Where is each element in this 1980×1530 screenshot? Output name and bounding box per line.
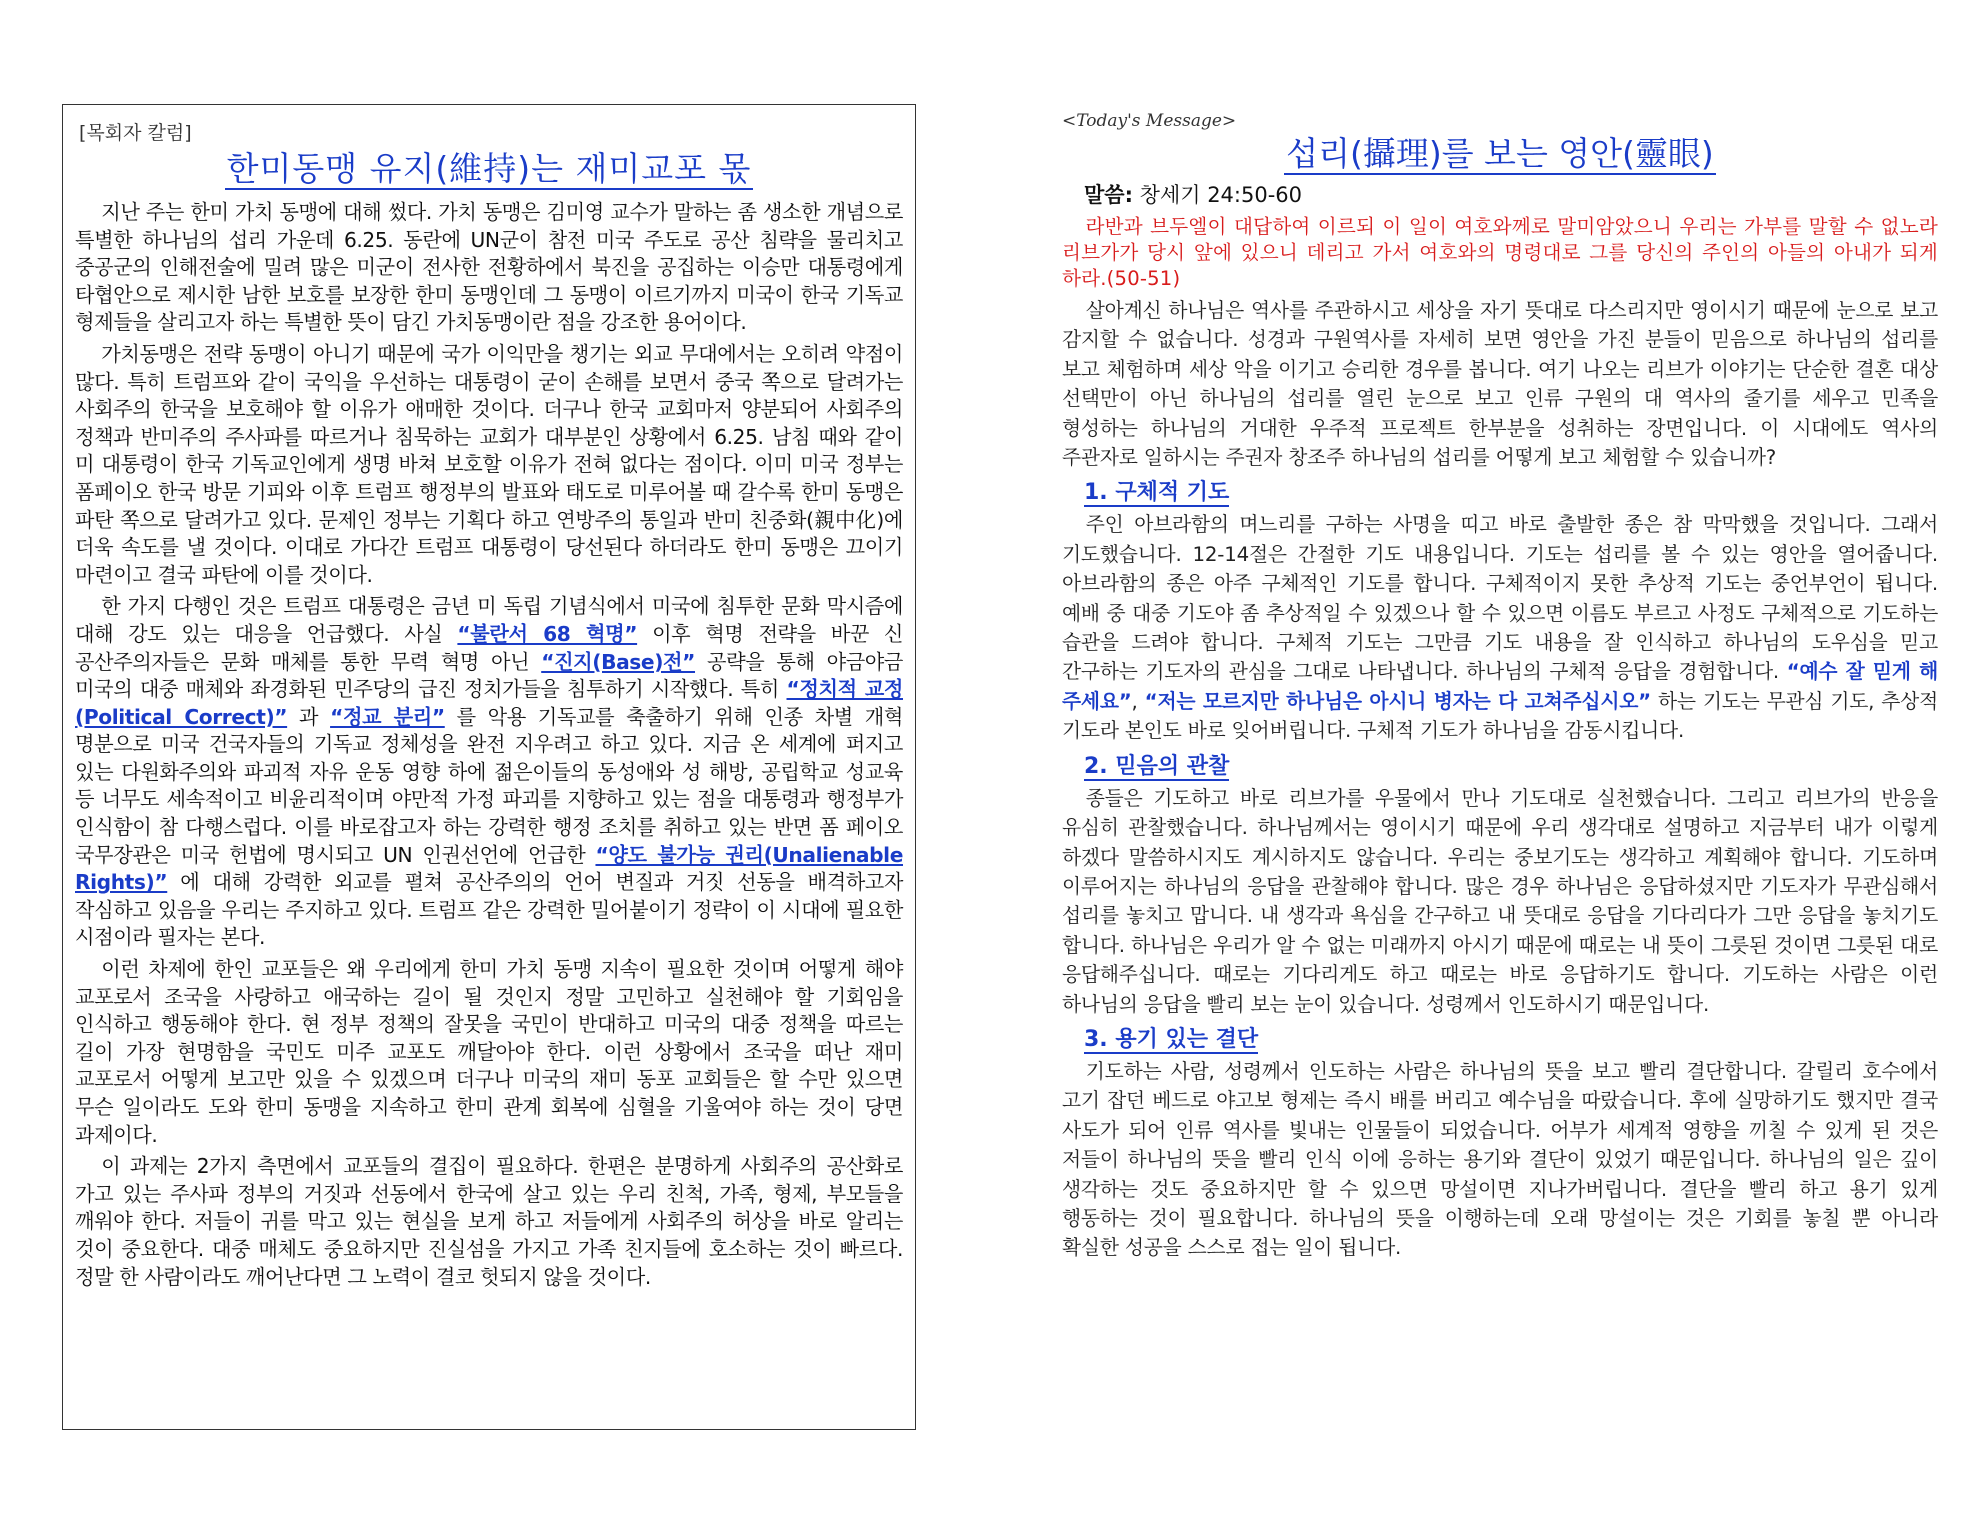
p3-text-b: 이후 혁명 전략을 바꾼 신 공산주의자들은 문화 매체를 통한 무력 혁명 아닌 [75,621,903,674]
highlight-separation: “정교 분리” [330,704,445,729]
column-paragraph-2: 가치동맹은 전략 동맹이 아니기 때문에 국가 이익만을 챙기는 외교 무대에서는 오히려 약점이 많다. 특히 트럼프와 같이 국익을 우선하는 대통령이 굳이 손해를 보면서 중국 쪽으로 달려가는 사회주의 한국을 보호해야 할 이유가 애매한 것이다. 더구나 한국 교회마저 양분되어 사회주의 정책과 반미주의 주사파를 따르거나 침묵하는 교회가 대부분인 상황에서 6.25. 남침 때와 같이 미 대통령이 한국 기독교인에게 생명 바쳐 보호할 이유가 전혀 없다는 점이다. 이미 미국 정부는 폼페이오 한국 방문 기피와 이후 트럼프 행정부의 발표와 태도로 미루어볼 때 갈수록 한미 동맹은 파탄 쪽으로 달려가고 있다. 문제인 정부는 기획다 하고 연방주의 통일과 반미 친중화(親中化)에 더욱 속도를 낼 것이다. 이대로 가다간 트럼프 대통령이 당선된다 하더라도 한미 동맹은 끄이기 마련이고 결국 파탄에 이를 것이다. [75,341,903,587]
section-2-body: 종들은 기도하고 바로 리브가를 우물에서 만나 기도대로 실천했습니다. 그리고 리브가의 반응을 유심히 관찰했습니다. 하나님께서는 영이시기 때문에 우리 생각대로 설명하고 지금부터 내가 이렇게 하겠다 말씀하시지도 계시하지도 않습니다. 우리는 중보기도는 생각하고 계획해야 합니다. 기도하며 이루어지는 하나님의 응답을 관찰해야 합니다. 많은 경우 하나님은 응답하셨지만 기도자가 무관심해서 섭리를 놓치고 맙니다. 내 생각과 욕심을 간구하고 내 뜻대로 응답을 기다리다가 그만 응답을 놓치기도 합니다. 하나님은 우리가 알 수 없는 미래까지 아시기 때문에 때로는 내 뜻이 그릇된 것이면 그릇된 대로 응답해주십니다. 때로는 기다리게도 하고 때로는 바로 응답하기도 합니다. 기도하는 사람은 이런 하나님의 응답을 빨리 보는 눈이 있습니다. 성령께서 인도하시기 때문입니다. [1062,786,1938,1016]
section-1-body [1062,510,1938,745]
quote-2: “저는 모르지만 하나님은 아시니 병자는 다 고쳐주십시오” [1144,689,1651,713]
column-paragraph-4: 이런 차제에 한인 교포들은 왜 우리에게 한미 가치 동맹 지속이 필요한 것이며 어떻게 해야 교포로서 조국을 사랑하고 애국하는 길이 될 것인지 정말 고민하고 실천해야 할 기회임을 인식하고 행동해야 한다. 현 정부 정책의 잘못을 국민이 반대하고 미국의 대중 정책을 따르는 길이 가장 현명함을 국민도 미주 교포도 깨달아야 한다. 이런 상황에서 조국을 떠난 재미 교포로서 어떻게 보고만 있을 수 있겠으며 더구나 미국의 재미 동포 교회들은 할 수만 있으면 무슨 일이라도 도와 한미 동맹을 지속하고 한미 관계 회복에 심혈을 기울여야 하는 것이 당면 과제이다. [75,957,903,1147]
scripture-reference [1084,180,1938,210]
section-heading-2 [1084,752,1938,784]
quote-1: “예수 잘 믿게 해 주세요” [1062,660,1938,713]
column-title-text: 한미동맹 유지(維持)는 재미교포 몫 [226,149,752,188]
p3-text-d: 과 [287,704,331,729]
column-title [75,149,903,193]
highlight-base-war: “진지(Base)전” [541,649,696,674]
highlight-political-correct: “정치적 교정(Political Correct)” [75,677,903,729]
p3-text-e: 를 악용 기독교를 축출하기 위해 인종 차별 개혁 명분으로 미국 건국자들의 기독교 정체성을 완전 지우려고 하고 있다. 지금 온 세계에 퍼지고 있는 다원화주의와 파괴적 자유 운동 영향 하에 젊은이들의 동성애와 성 해방, 공립학교 성교육 등 너무도 세속적이고 비윤리적이며 야만적 가정 파괴를 지향하고 있는 점을 대통령과 행정부가 인식함이 참 다행스럽다. 이를 바로잡고자 하는 강력한 행정 조치를 취하고 있는 반면 폼 페이오 국무장관은 미국 헌법에 명시되고 UN 인권선언에 언급한 [75,704,903,867]
section-heading-3-text: 3. 용기 있는 결단 [1084,1026,1259,1052]
highlight-unalienable-rights: “양도 불가능 권리(Unalienable Rights)” [75,842,903,895]
pastor-column-box [62,104,916,1430]
sermon-intro: 살아계신 하나님은 역사를 주관하시고 세상을 자기 뜻대로 다스리지만 영이시기 때문에 눈으로 보고 감지할 수 없습니다. 성경과 구원역사를 자세히 보면 영안을 가진 분들이 믿음으로 하나님의 섭리를 보고 체험하며 세상 악을 이기고 승리한 경우를 봅니다. 여기 나오는 리브가 이야기는 단순한 결혼 대상 선택만이 아닌 하나님의 섭리를 열린 눈으로 보고 인류 구원의 대 역사의 줄기를 세우고 민족을 형성하는 하나님의 거대한 우주적 프로젝트 한부분을 성취하는 장면입니다. 이 시대에도 역사의 주관자로 일하시는 주권자 창조주 하나님의 섭리를 어떻게 보고 체험할 수 있습니까? [1062,299,1938,470]
column-paragraph-1: 지난 주는 한미 가치 동맹에 대해 썼다. 가치 동맹은 김미영 교수가 말하는 좀 생소한 개념으로 특별한 하나님의 섭리 가운데 6.25. 동란에 UN군이 참전 미국 주도로 공산 침략을 물리치고 중공군의 인해전술에 밀려 많은 미군이 전사한 전황하에서 북진을 공집하는 이승만 대통령에게 타협안으로 제시한 남한 보호를 보장한 한미 동맹인데 그 동맹이 이르기까지 미국이 한국 기독교 형제들을 살리고자 하는 특별한 뜻이 담긴 가치동맹이란 점을 강조한 용어이다. [75,200,903,335]
p3-text-a: 한 가지 다행인 것은 트럼프 대통령은 금년 미 독립 기념식에서 미국에 침투한 문화 막시즘에 대해 강도 있는 대응을 언급했다. 사실 [75,594,903,646]
section-3-body: 기도하는 사람, 성령께서 인도하는 사람은 하나님의 뜻을 보고 빨리 결단합니다. 갈릴리 호수에서 고기 잡던 베드로 야고보 형제는 즉시 배를 버리고 예수님을 따랐습니다. 후에 실망하기도 했지만 결국 사도가 되어 인류 역사를 빛내는 인물들이 되었습니다. 어부가 세계적 영향을 끼칠 수 있게 된 것은 저들이 하나님의 뜻을 빨리 인식 이에 응하는 용기와 결단이 있었기 때문입니다. 하나님의 일은 깊이 생각하는 것도 중요하지만 할 수 있으면 망설이면 지나가버립니다. 결단을 빨리 하고 용기 있게 행동하는 것이 필요합니다. 하나님의 뜻을 이행하는데 오래 망설이는 것은 기회를 놓칠 뿐 아니라 확실한 성공을 스스로 접는 일이 됩니다. [1062,1059,1938,1260]
column-paragraph-5: 이 과제는 2가지 측면에서 교포들의 결집이 필요하다. 한편은 분명하게 사회주의 공산화로 가고 있는 주사파 정부의 거짓과 선동에서 한국에 살고 있는 우리 친척, 가족, 형제, 부모들을 깨워야 한다. 저들이 귀를 막고 있는 현실을 보게 하고 저들에게 사회주의 허상을 바로 알리는 것이 중요한다. 대중 매체도 중요하지만 진실섬을 가지고 가족 친지들에 호소하는 것이 빠르다. 정말 한 사람이라도 깨어난다면 그 노력이 결코 헛되지 않을 것이다. [75,1154,903,1289]
sermon-title [1062,134,1938,178]
scripture-text: 라반과 브두엘이 대답하여 이르되 이 일이 여호와께로 말미암았으니 우리는 가부를 말할 수 없노라 리브가가 당시 앞에 있으니 데리고 가서 여호와의 명령대로 그를 당신의 주인의 아들의 아내가 되게 하라.(50-51) [1062,215,1938,290]
s1-text-a: 주인 아브라함의 며느리를 구하는 사명을 띠고 바로 출발한 종은 참 막막했을 것입니다. 그래서 기도했습니다. 12-14절은 간절한 기도 내용입니다. 기도는 섭리를 볼 수 있는 영안을 열어줍니다. 아브라함의 종은 아주 구체적인 기도를 합니다. 구체적이지 못한 추상적 기도는 중언부언이 됩니다. 예배 중 대중 기도야 좀 추상적일 수 있겠으나 할 수 있으면 이름도 부르고 사정도 구체적으로 기도하는 습관을 드려야 합니다. 구체적 기도는 그만큼 기도 내용을 잘 인식하고 하나님의 도우심을 믿고 간구하는 기도자의 관심을 그대로 나타냅니다. 하나님의 구체적 응답을 경험합니다. [1062,513,1938,684]
highlight-french-revolution: “불란서 68 혁명” [457,621,638,646]
scripture-ref: 창세기 24:50-60 [1132,183,1303,207]
scripture-label: 말씀: [1084,183,1133,207]
sermon-title-text: 섭리(攝理)를 보는 영안(靈眼) [1286,134,1714,173]
p3-text-c: 공략을 통해 야금야금 미국의 대중 매체와 좌경화된 민주당의 급진 정치가들을 침투하기 시작했다. 특히 [75,649,903,702]
p3-text-f: 에 대해 강력한 외교를 펼쳐 공산주의의 언어 변질과 거짓 선동을 배격하고자 작심하고 있음을 우리는 주지하고 있다. 트럼프 같은 강력한 밀어붙이기 정략이 이 시대에 필요한 시점이라 필자는 본다. [75,870,903,950]
todays-message-tag: <Today's Message> [1062,111,1237,131]
section-heading-2-text: 2. 믿음의 관찰 [1084,753,1230,779]
s1-text-b: , [1131,689,1145,713]
column-tag: [목회자 칼럼] [79,122,192,144]
section-heading-1 [1084,478,1938,510]
section-heading-3 [1084,1025,1938,1057]
todays-message [1062,110,1938,1265]
section-heading-1-text: 1. 구체적 기도 [1084,480,1230,506]
s1-text-c: 하는 기도는 무관심 기도, 추상적 기도라 본인도 바로 잊어버립니다. 구체적 기도가 하나님을 감동시킵니다. [1062,689,1938,743]
column-paragraph-3 [75,593,903,952]
